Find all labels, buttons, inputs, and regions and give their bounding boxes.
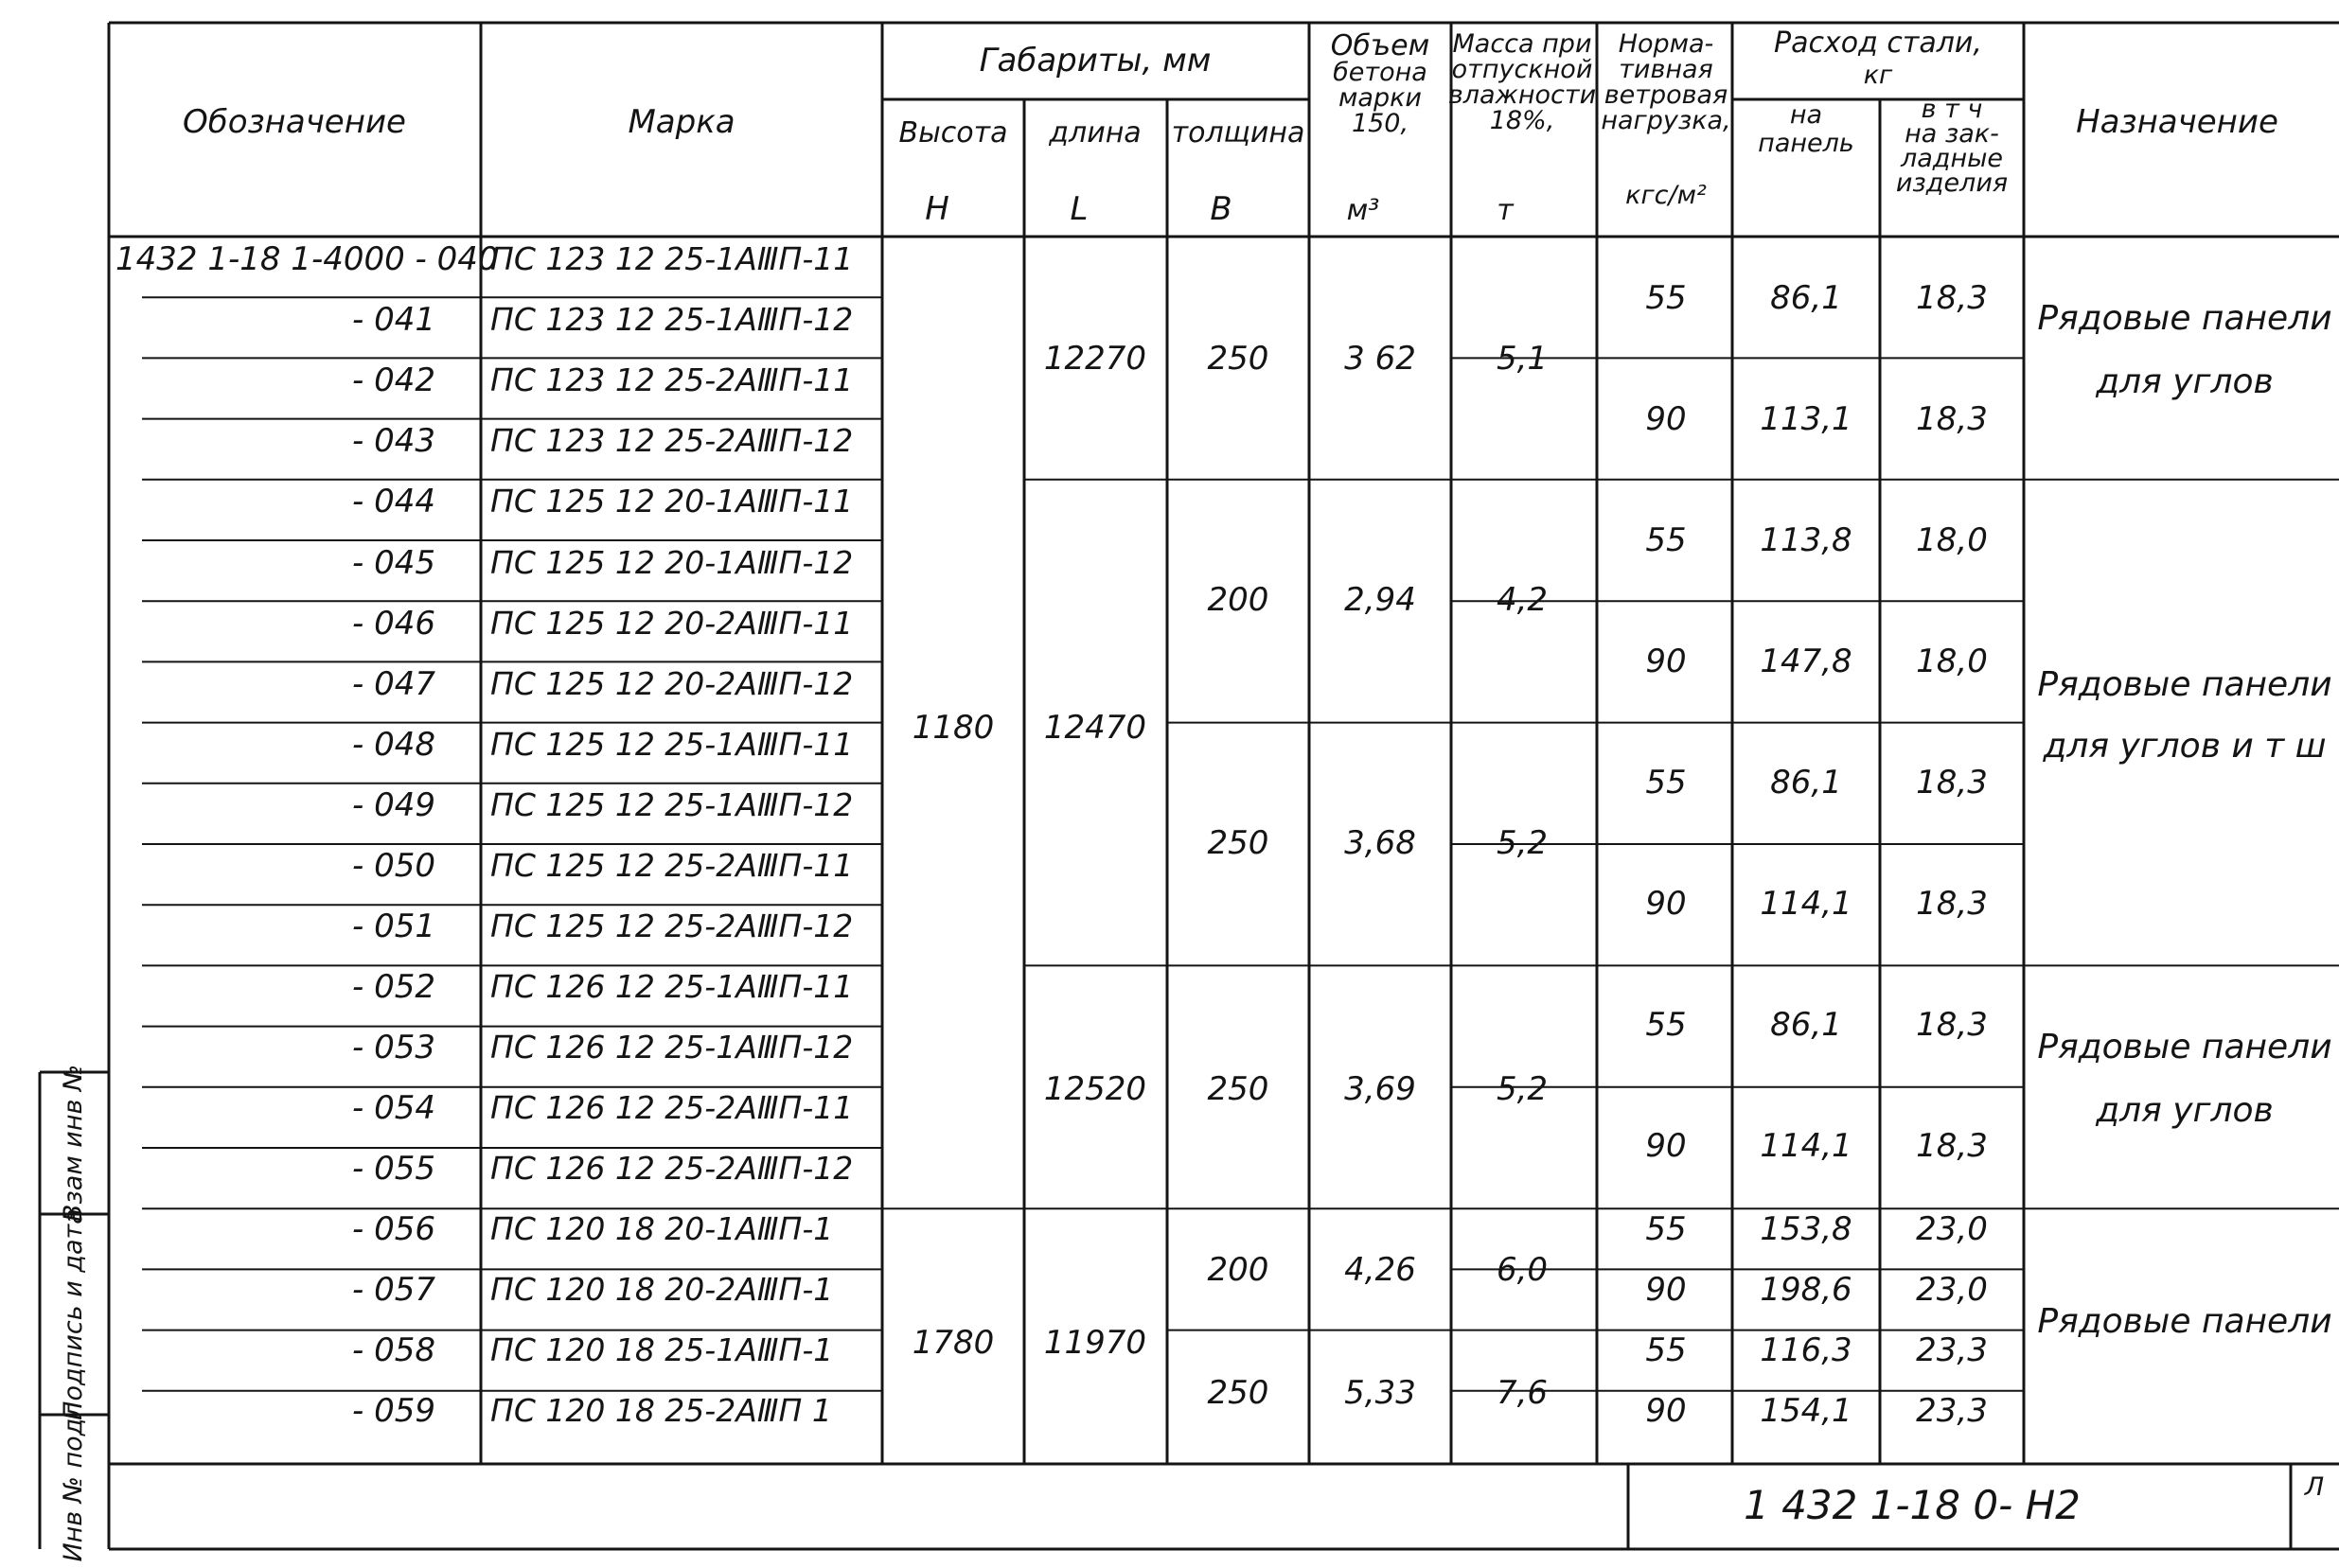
header-steel-embedded: в т ч [1921, 95, 1983, 124]
steel-panel-cell: 154,1 [1760, 1392, 1852, 1430]
header-wind-load: нагрузка, [1601, 106, 1731, 135]
designation-cell: - 049 [352, 786, 435, 824]
header-steel-embedded: ладные [1900, 144, 2004, 173]
mark-cell: ПС 125 12 25-1АⅢП-11 [490, 726, 854, 763]
steel-panel-cell: 147,8 [1760, 643, 1852, 680]
mark-cell: ПС 126 12 25-2АⅢП-11 [490, 1089, 854, 1126]
volume-cell: 5,33 [1344, 1374, 1416, 1412]
mark-cell: ПС 125 12 25-2АⅢП-12 [490, 907, 854, 944]
mark-cell: ПС 123 12 25-2АⅢП-12 [490, 422, 854, 459]
wind-load-cell: 90 [1645, 400, 1687, 438]
designation-cell: - 054 [352, 1089, 435, 1127]
designation-cell: - 051 [352, 907, 435, 945]
header-mass: отпускной [1451, 55, 1593, 84]
mark-cell: ПС 120 18 20-1АⅢП-1 [490, 1210, 834, 1247]
title-block [1744, 1472, 2324, 1528]
document-number: 1 432 1-18 0- Н2 [1744, 1482, 2081, 1528]
mass-cell: 5,1 [1496, 340, 1549, 378]
designation-cell: - 055 [352, 1150, 435, 1188]
mark-cell: ПС 125 12 20-1АⅢП-11 [490, 483, 854, 520]
wind-load-cell: 55 [1645, 764, 1687, 802]
purpose-cell: Рядовые панели [2037, 1028, 2332, 1066]
mark-cell: ПС 125 12 25-1АⅢП-12 [490, 786, 854, 823]
mark-cell: ПС 120 18 25-1АⅢП-1 [490, 1331, 834, 1368]
header-steel-unit: кг [1863, 61, 1893, 90]
side-stamp [59, 1065, 88, 1562]
stamp-replace-label: Взам инв № [59, 1064, 88, 1223]
steel-embedded-cell: 23,0 [1916, 1210, 1988, 1248]
header-mass: Масса при [1452, 29, 1592, 59]
sheet-label: Л [2304, 1472, 2325, 1502]
mark-cell: ПС 125 12 20-2АⅢП-12 [490, 665, 854, 702]
wind-load-cell: 90 [1645, 1127, 1687, 1165]
steel-panel-cell: 114,1 [1760, 885, 1852, 923]
designation-cell: - 044 [352, 483, 435, 520]
height-cell: 1180 [912, 709, 995, 747]
purpose-cell: для углов [2096, 362, 2274, 401]
designation-cell: - 048 [352, 726, 435, 764]
mark-cell: ПС 126 12 25-1АⅢП-12 [490, 1029, 854, 1066]
wind-load-cell: 90 [1645, 1271, 1687, 1309]
thickness-cell: 200 [1207, 581, 1269, 619]
header-volume-unit: м³ [1346, 194, 1380, 227]
designation-cell: - 045 [352, 544, 435, 582]
length-cell: 12470 [1043, 709, 1147, 747]
mark-cell: ПС 120 18 25-2АⅢП 1 [490, 1392, 832, 1429]
volume-cell: 4,26 [1344, 1251, 1416, 1289]
header-length: длина [1049, 116, 1142, 150]
height-cell: 1780 [912, 1324, 995, 1362]
steel-panel-cell: 86,1 [1770, 764, 1842, 802]
designation-cell: - 042 [352, 361, 435, 399]
designation-cell: 1432 1-18 1-4000 - 040 [115, 240, 499, 278]
steel-embedded-cell: 23,0 [1916, 1271, 1988, 1309]
mark-cell: ПС 126 12 25-1АⅢП-11 [490, 968, 854, 1005]
header-thickness: толщина [1171, 116, 1305, 150]
designation-cell: - 059 [352, 1392, 435, 1430]
length-cell: 11970 [1043, 1324, 1147, 1362]
purpose-cell: для углов [2096, 1091, 2274, 1130]
purpose-cell: Рядовые панели [2037, 299, 2332, 338]
steel-panel-cell: 86,1 [1770, 1006, 1842, 1044]
designation-cell: - 047 [352, 665, 435, 703]
steel-panel-cell: 113,8 [1760, 521, 1852, 559]
header-thickness-symbol: B [1210, 190, 1232, 228]
header-volume: Объем [1330, 29, 1430, 62]
mark-cell: ПС 123 12 25-1АⅢП-11 [490, 240, 854, 277]
designation-cell: - 053 [352, 1029, 435, 1066]
wind-load-cell: 55 [1645, 1210, 1687, 1248]
thickness-cell: 250 [1207, 1070, 1269, 1108]
header-designation: Обозначение [183, 103, 406, 141]
stamp-original-label: Инв № подл [59, 1401, 88, 1562]
thickness-cell: 250 [1207, 340, 1269, 378]
designation-cell: - 050 [352, 847, 435, 885]
wind-load-cell: 55 [1645, 279, 1687, 317]
header-mass: 18%, [1489, 106, 1555, 135]
steel-panel-cell: 113,1 [1760, 400, 1852, 438]
mass-cell: 6,0 [1496, 1251, 1549, 1289]
load-cells [1645, 279, 1987, 1430]
designation-cell: - 057 [352, 1271, 435, 1309]
steel-panel-cell: 198,6 [1760, 1271, 1852, 1309]
header-wind-load: тивная [1619, 55, 1713, 84]
header-volume: бетона [1333, 58, 1427, 87]
header-mass-unit: т [1497, 194, 1514, 227]
mark-cell: ПС 123 12 25-2АⅢП-11 [490, 361, 854, 398]
header-steel-embedded: на зак- [1905, 119, 1999, 149]
steel-embedded-cell: 18,0 [1916, 521, 1988, 559]
header-height-symbol: H [925, 190, 949, 228]
mass-cell: 7,6 [1496, 1374, 1549, 1412]
steel-embedded-cell: 23,3 [1916, 1331, 1988, 1369]
steel-embedded-cell: 18,3 [1916, 279, 1988, 317]
purpose-cell: для углов и т ш [2043, 727, 2327, 766]
length-cell: 12520 [1043, 1070, 1147, 1108]
header-steel-embedded: изделия [1895, 168, 2009, 198]
mark-cell: ПС 125 12 20-2АⅢП-11 [490, 605, 854, 642]
wind-load-cell: 90 [1645, 885, 1687, 923]
volume-cell: 3,68 [1344, 824, 1416, 862]
mass-cell: 4,2 [1496, 581, 1549, 619]
steel-embedded-cell: 18,3 [1916, 1127, 1988, 1165]
designation-cell: - 043 [352, 422, 435, 460]
mark-cell: ПС 120 18 20-2АⅢП-1 [490, 1271, 834, 1308]
designation-cell: - 056 [352, 1210, 435, 1248]
thickness-cell: 250 [1207, 824, 1269, 862]
header-volume: марки [1338, 83, 1422, 113]
steel-panel-cell: 114,1 [1760, 1127, 1852, 1165]
header-wind-load: ветровая [1604, 80, 1728, 110]
designation-cell: - 046 [352, 605, 435, 643]
wind-load-cell: 55 [1645, 1331, 1687, 1369]
header-mass: влажности [1447, 80, 1597, 110]
steel-embedded-cell: 18,3 [1916, 1006, 1988, 1044]
wind-load-cell: 90 [1645, 1392, 1687, 1430]
steel-embedded-cell: 18,3 [1916, 764, 1988, 802]
header-steel: Расход стали, [1774, 26, 1982, 60]
table-header [183, 26, 2278, 228]
mark-cell: ПС 125 12 20-1АⅢП-12 [490, 544, 854, 581]
steel-embedded-cell: 18,3 [1916, 885, 1988, 923]
header-volume: 150, [1351, 109, 1409, 138]
wind-load-cell: 55 [1645, 1006, 1687, 1044]
purpose-cell: Рядовые панели [2037, 665, 2332, 704]
header-steel-panel: на [1789, 100, 1823, 130]
steel-embedded-cell: 23,3 [1916, 1392, 1988, 1430]
header-mark: Марка [628, 103, 735, 141]
mark-cell: ПС 125 12 25-2АⅢП-11 [490, 847, 854, 884]
header-wind-unit: кгс/м² [1625, 181, 1707, 210]
thickness-cell: 200 [1207, 1251, 1269, 1289]
volume-cell: 3,69 [1344, 1070, 1416, 1108]
stamp-signature-label: Подпись и дата [59, 1208, 88, 1420]
wind-load-cell: 55 [1645, 521, 1687, 559]
steel-panel-cell: 116,3 [1760, 1331, 1852, 1369]
header-dimensions: Габариты, мм [979, 42, 1212, 79]
volume-cell: 3 62 [1344, 340, 1416, 378]
designation-cell: - 058 [352, 1331, 435, 1369]
designation-cell: - 052 [352, 968, 435, 1006]
purpose-cells [2037, 299, 2331, 1341]
steel-panel-cell: 153,8 [1760, 1210, 1852, 1248]
mark-cell: ПС 123 12 25-1АⅢП-12 [490, 301, 854, 338]
header-wind-load: Норма- [1618, 29, 1714, 59]
purpose-cell: Рядовые панели [2037, 1302, 2332, 1341]
steel-embedded-cell: 18,3 [1916, 400, 1988, 438]
header-steel-panel: панель [1758, 129, 1854, 158]
designation-cell: - 041 [352, 301, 435, 339]
thickness-cell: 250 [1207, 1374, 1269, 1412]
steel-embedded-cell: 18,0 [1916, 643, 1988, 680]
mass-cell: 5,2 [1496, 824, 1549, 862]
wind-load-cell: 90 [1645, 643, 1687, 680]
header-purpose: Назначение [2076, 103, 2278, 141]
header-height: Высота [898, 116, 1008, 150]
volume-cell: 2,94 [1344, 581, 1416, 619]
group-cells [1208, 340, 1548, 1412]
header-length-symbol: L [1070, 190, 1089, 228]
length-cell: 12270 [1043, 340, 1147, 378]
mark-cell: ПС 126 12 25-2АⅢП-12 [490, 1150, 854, 1187]
steel-panel-cell: 86,1 [1770, 279, 1842, 317]
mass-cell: 5,2 [1496, 1070, 1549, 1108]
